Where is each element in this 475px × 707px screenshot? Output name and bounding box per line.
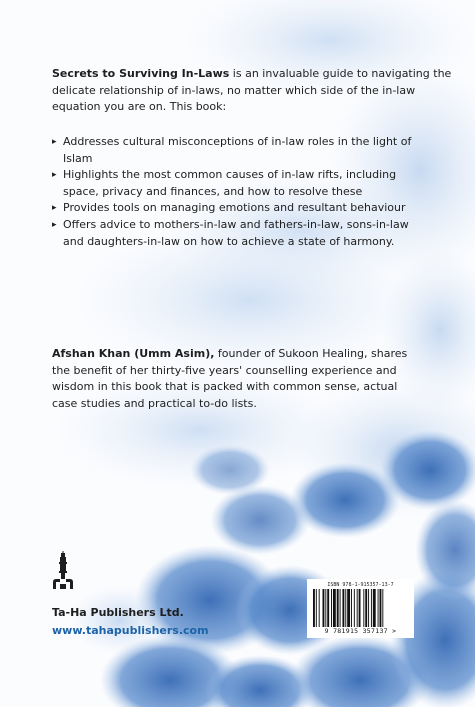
- barcode-bar: [382, 589, 383, 627]
- barcode-bar: [380, 589, 382, 627]
- publisher-logo-icon: [52, 551, 74, 591]
- publisher-name: Ta-Ha Publishers Ltd.: [52, 606, 184, 619]
- list-item: ▸ Offers advice to mothers-in-law and fathers-in-law, sons-in-law and daughters-in-law on how to achieve a state of harmony.: [52, 217, 432, 250]
- barcode-bar: [316, 589, 317, 627]
- list-item: ▸ Highlights the most common causes of in-law rifts, including space, privacy and finances, and how to resolve these: [52, 167, 432, 200]
- list-item: ▸ Provides tools on managing emotions and resultant behaviour: [52, 200, 432, 217]
- barcode-bar: [347, 589, 350, 627]
- barcode-bar: [313, 589, 315, 627]
- feature-list: [52, 134, 432, 250]
- barcode-bar: [371, 589, 372, 627]
- list-item: ▸ Addresses cultural misconceptions of in-law roles in the light of Islam: [52, 134, 432, 167]
- barcode-bar: [333, 589, 336, 627]
- barcode-bar: [357, 589, 358, 627]
- barcode-bar: [368, 589, 369, 627]
- isbn-digits: 9 781915 357137 >: [324, 627, 397, 635]
- publisher-website-link[interactable]: www.tahapublishers.com: [52, 624, 209, 637]
- barcode-bar: [354, 589, 355, 627]
- intro-paragraph: [52, 66, 452, 116]
- barcode-bar: [319, 589, 320, 627]
- barcode-bar: [323, 589, 325, 627]
- barcode-bar: [331, 589, 332, 627]
- author-name: Afshan Khan (Umm Asim),: [52, 347, 215, 360]
- barcode-bar: [342, 589, 344, 627]
- barcode-bar: [363, 589, 364, 627]
- barcode-bar: [378, 589, 379, 627]
- barcode-bar: [325, 589, 326, 627]
- barcode-bar: [373, 589, 376, 627]
- barcode-bar: [359, 589, 361, 627]
- book-title: Secrets to Surviving In-Laws: [52, 67, 230, 80]
- barcode-bar: [340, 589, 341, 627]
- barcode-bar: [365, 589, 367, 627]
- isbn-barcode: [307, 579, 414, 638]
- barcode-bar: [351, 589, 352, 627]
- author-bio: founder of Sukoon Healing, shares the benefit of her thirty-five years' counselling experience and wisdom in this book that is packed with common sense, actual case studies and practical to-do lists.: [52, 347, 408, 410]
- barcode-bar: [327, 589, 329, 627]
- barcode-bars: [313, 589, 409, 627]
- isbn-label: ISBN 978-1-915357-13-7: [327, 582, 394, 588]
- author-paragraph: [52, 346, 422, 412]
- barcode-bar: [337, 589, 339, 627]
- barcode-bar: [345, 589, 346, 627]
- intro-text: is an invaluable guide to navigating the delicate relationship of in-laws, no matter which side of the in-law equation you are on. This book:: [52, 67, 452, 114]
